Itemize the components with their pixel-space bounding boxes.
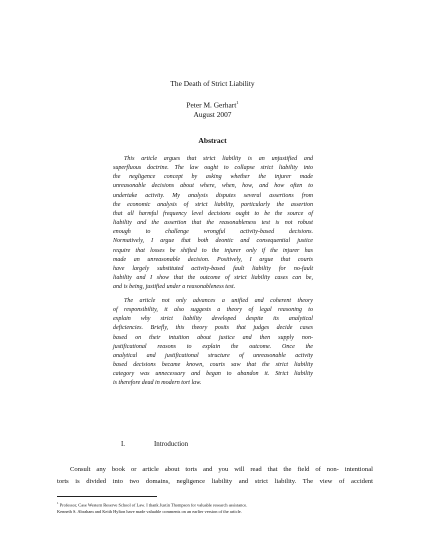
abstract-line: unreasonable decisions about where, when, how, and how often to [113,183,313,190]
abstract-line: deficiencies. Briefly, this theory posits that judges decide cases [113,325,313,332]
footnote-line [57,500,373,509]
section-title: Introduction [154,441,189,448]
section-number: I. [121,441,126,448]
paper-date: August 2007 [193,110,232,120]
paper-title: The Death of Strict Liability [170,79,255,88]
footnote-mark: 1 [57,501,59,505]
abstract-line: This article argues that strict liability is an unjustified and [124,156,313,162]
abstract-line: made an unreasonable decision. Positively, I argue that courts [113,256,313,263]
author-block [0,98,425,120]
abstract-line: justificational reasons to explain the outcome. Once the [113,343,313,350]
abstract-line: have largely substituted activity-based fault liability for no-fault [113,265,313,272]
abstract-paragraph-1 [113,155,313,292]
abstract-line: based decisions became known, courts saw that the strict liability [113,362,313,369]
body-paragraph [57,464,373,488]
abstract-line: the economic analysis of strict liability, particularly the assertion [113,201,313,208]
abstract-paragraph-2 [113,297,313,389]
footnote-divider [57,496,157,497]
abstract-line: liability and I show that the outcome of strict liability cases can be, [113,275,313,282]
body-line: Consult any book or article about torts and you will read that the field of non- intentional [70,466,373,473]
abstract-line: enough to challenge wrongful activity-based decisions. [113,229,313,236]
abstract-line: The article not only advances a unified and coherent theory [124,298,313,304]
author-footnote-mark: 1 [236,100,239,105]
footnote-text: Professor, Case Western Reserve School of Law. I thank Justin Thompson for valuable research assistance. [59,502,248,508]
abstract-line: of responsibility, it also suggests a theory of legal reasoning to [113,307,313,314]
abstract-line: that all harmful frequency level decisions ought to be the source of [113,210,313,217]
abstract-line: based on their intuition about justice and then supply non- [113,334,313,341]
abstract-line: superfluous doctrine. The law ought to collapse strict liability into [113,165,313,172]
abstract-line: and is being, justified under a reasonableness test. [113,284,236,291]
abstract-line: category was unnecessary and began to abandon it. Strict liability [113,371,313,378]
footnote-line: Kenneth S. Abraham and Keith Hylton have made valuable comments on an earlier version of the article. [57,508,242,514]
abstract-line: Normatively, I argue that both deontic and consequential justice [113,238,313,245]
author-line [0,98,425,110]
abstract-line: the negligence concept by asking whether the injurer made [113,174,313,181]
abstract-line: liability and the assertion that the reasonableness test is not robust [113,220,313,227]
abstract-line: analytical and justificational structure of unreasonable activity [113,352,313,359]
abstract-line: require that losses be shifted to the injurer only if the injurer has [113,247,313,254]
abstract-line: is therefore dead in modern tort law. [113,380,202,387]
abstract-line: explain why strict liability developed despite its analytical [113,316,313,323]
abstract-heading: Abstract [198,136,227,145]
footnote [57,500,373,515]
body-line: torts is divided into two domains, negligence liability and strict liability. The view of accident [57,478,373,485]
author-name: Peter M. Gerhart [186,100,237,110]
abstract-line: undertake activity. My analysis disputes several assertions from [113,192,313,199]
